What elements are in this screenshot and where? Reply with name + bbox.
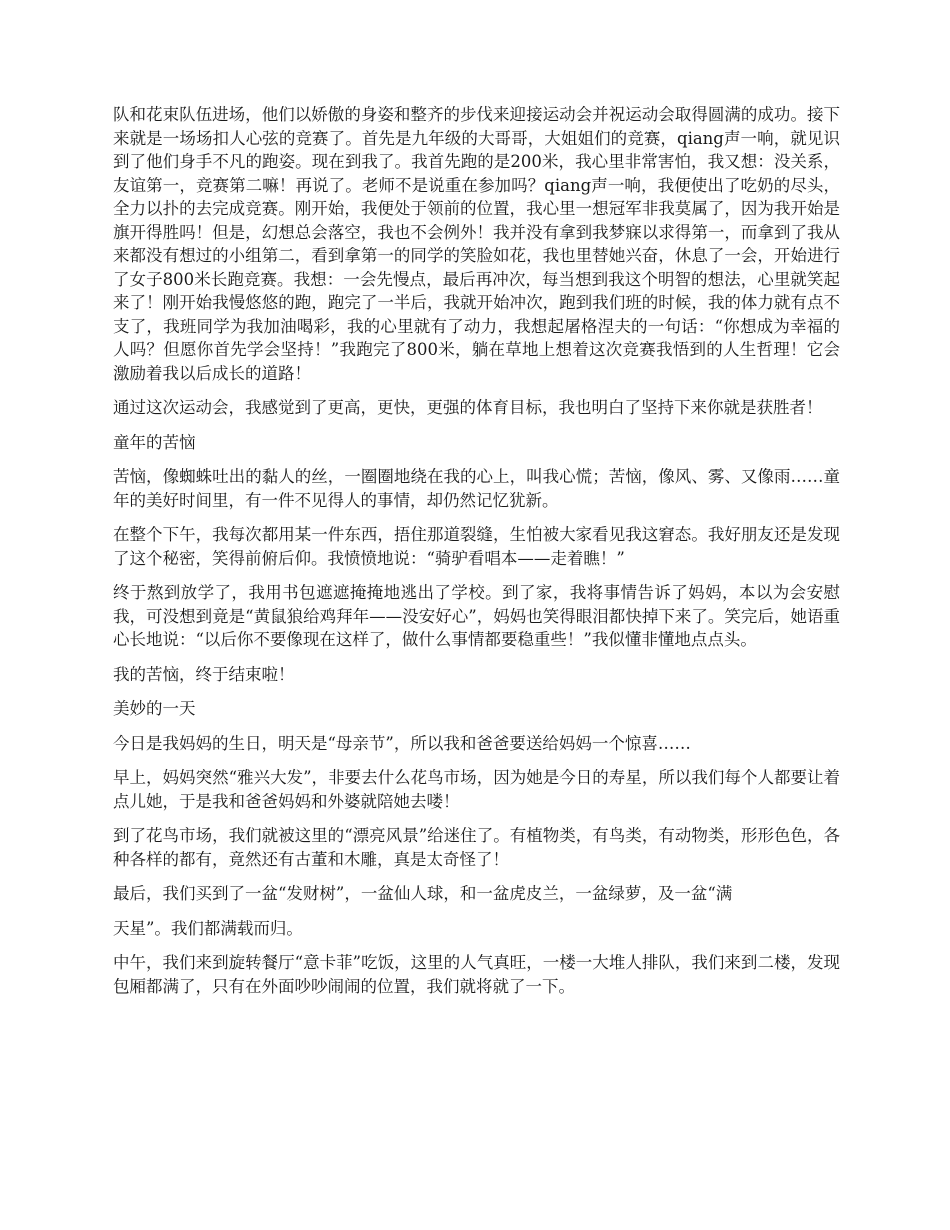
paragraph-trouble-intro: 苦恼，像蜘蛛吐出的黏人的丝，一圈圈地绕在我的心上，叫我心慌；苦恼，像风、雾、又像雨……童年的美好时间里，有一件不见得人的事情，却仍然记忆犹新。 xyxy=(113,467,840,510)
paragraph-trouble-end: 我的苦恼，终于结束啦！ xyxy=(113,664,295,684)
paragraph-morning: 早上，妈妈突然“雅兴大发”，非要去什么花鸟市场，因为她是今日的寿星，所以我们每个人都要让着点儿她，于是我和爸爸妈妈和外婆就陪她去喽！ xyxy=(113,768,840,811)
paragraph-after-school: 终于熬到放学了，我用书包遮遮掩掩地逃出了学校。到了家，我将事情告诉了妈妈，本以为会安慰我，可没想到竟是“黄鼠狼给鸡拜年——没安好心”，妈妈也笑得眼泪都快掉下来了。笑完后，她语重心长地说：“以后你不要像现在这样了，做什么事情都要稳重些！”我似懂非懂地点点头。 xyxy=(113,583,840,649)
paragraph-purchase-cont: 天星”。我们都满载而归。 xyxy=(113,918,303,938)
paragraph-market: 到了花鸟市场，我们就被这里的“漂亮风景”给迷住了。有植物类，有鸟类，有动物类，形形色色，各种各样的都有，竟然还有古董和木雕，真是太奇怪了！ xyxy=(113,826,840,869)
heading-wonderful-day: 美妙的一天 xyxy=(113,699,196,718)
paragraph-lunch: 中午，我们来到旋转餐厅“意卡菲”吃饭，这里的人气真旺，一楼一大堆人排队，我们来到二楼，发现包厢都满了，只有在外面吵吵闹闹的位置，我们就将就了一下。 xyxy=(113,953,840,996)
paragraph-afternoon: 在整个下午，我每次都用某一件东西，捂住那道裂缝，生怕被大家看见我这窘态。我好朋友还是发现了这个秘密，笑得前俯后仰。我愤愤地说：“骑驴看唱本——走着瞧！” xyxy=(113,525,840,568)
paragraph-sports-meet: 队和花束队伍进场，他们以娇傲的身姿和整齐的步伐来迎接运动会并祝运动会取得圆满的成功。接下来就是一场场扣人心弦的竞赛了。首先是九年级的大哥哥，大姐姐们的竞赛，qiang声一响，就见识到了他们身手不凡的跑姿。现在到我了。我首先跑的是200米，我心里非常害怕，我又想：没关系，友谊第一，竞赛第二嘛！再说了。老师不是说重在参加吗？qiang声一响，我便使出了吃奶的尽头，全力以扑的去完成竞赛。刚开始，我便处于领前的位置，我心里一想冠军非我莫属了，因为我开始是旗开得胜吗！但是，幻想总会落空，我也不会例外！我并没有拿到我梦寐以求得第一，而拿到了我从来都没有想过的小组第二，看到拿第一的同学的笑脸如花，我也里替她兴奋，休息了一会，开始进行了女子800米长跑竞赛。我想：一会先慢点，最后再冲次，每当想到我这个明智的想法，心里就笑起来了！刚开始我慢悠悠的跑，跑完了一半后，我就开始冲次，跑到我们班的时候，我的体力就有点不支了，我班同学为我加油喝彩，我的心里就有了动力，我想起屠格涅夫的一句话：“你想成为幸福的人吗？但愿你首先学会坚持！”我跑完了800米，躺在草地上想着这次竞赛我悟到的人生哲理！它会激励着我以后成长的道路！ xyxy=(113,105,840,383)
paragraph-birthday: 今日是我妈妈的生日，明天是“母亲节”，所以我和爸爸要送给妈妈一个惊喜…… xyxy=(113,733,691,753)
document-body xyxy=(113,103,840,1009)
paragraph-sports-conclusion: 通过这次运动会，我感觉到了更高，更快，更强的体育目标，我也明白了坚持下来你就是获胜者！ xyxy=(113,398,823,417)
heading-childhood-trouble: 童年的苦恼 xyxy=(113,432,196,452)
paragraph-purchase: 最后，我们买到了一盆“发财树”，一盆仙人球，和一盆虎皮兰，一盆绿萝，及一盆“满 xyxy=(113,884,733,903)
